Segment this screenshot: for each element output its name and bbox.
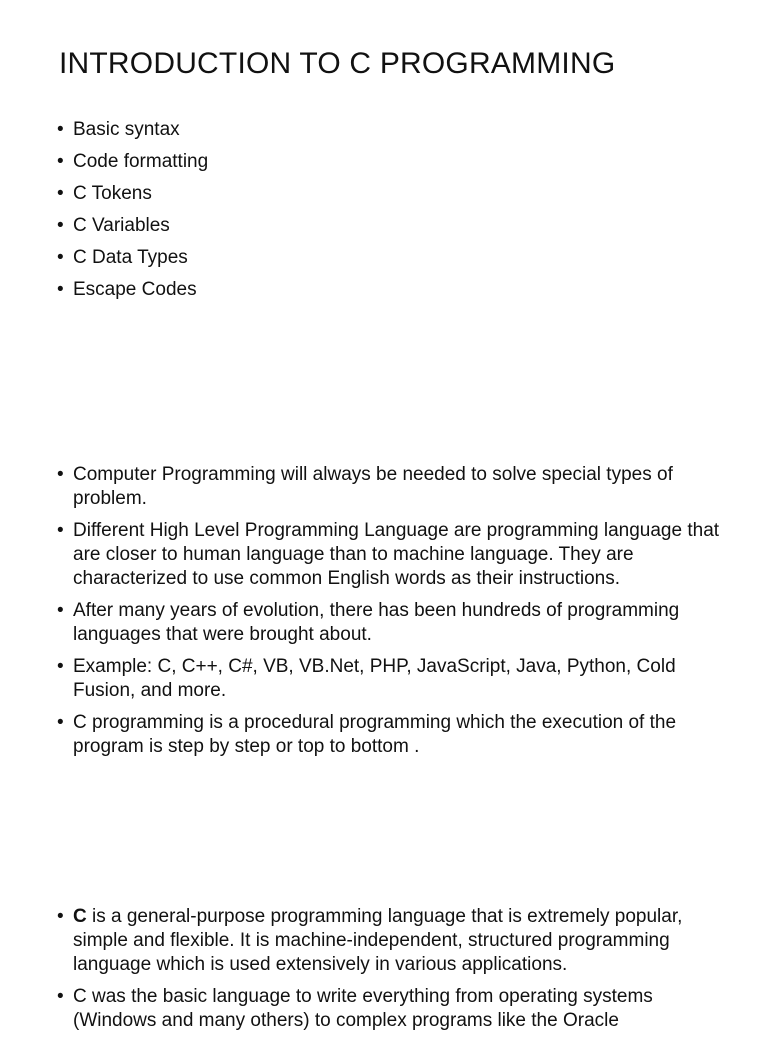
bullet-icon: • xyxy=(57,151,64,172)
list-item: • C Tokens xyxy=(57,183,152,204)
list-item: • Code formatting xyxy=(57,151,209,172)
bullet-icon: • xyxy=(57,183,64,204)
bullet-icon: • xyxy=(57,215,64,236)
slide-title: INTRODUCTION TO C PROGRAMMING xyxy=(59,47,616,80)
bullet-icon: • xyxy=(57,279,64,300)
list-item: • C was the basic language to write everything from operating systems (Windows and many others) to complex programs like the Oracle xyxy=(57,986,653,1031)
list-item: • C is a general-purpose programming language that is extremely popular, simple and flexible. It is machine-independent, structured programming language which is used extensively in various applications. xyxy=(57,906,683,975)
list-item: • Escape Codes xyxy=(57,279,197,300)
bullet-icon: • xyxy=(57,656,64,677)
list-item: • Basic syntax xyxy=(57,119,180,140)
bullet-icon: • xyxy=(57,119,64,140)
overview-list xyxy=(0,463,723,767)
bullet-icon: • xyxy=(57,906,64,927)
list-item: • C Variables xyxy=(57,215,170,236)
bullet-icon: • xyxy=(57,464,64,485)
list-item: • Computer Programming will always be needed to solve special types of problem. xyxy=(57,464,673,509)
bullet-icon: • xyxy=(57,520,64,541)
bullet-icon: • xyxy=(57,986,64,1007)
list-item: • After many years of evolution, there has been hundreds of programming languages that were brought about. xyxy=(57,600,680,645)
c-keyword: C xyxy=(73,906,87,927)
bullet-icon: • xyxy=(57,712,64,733)
list-item: • C Data Types xyxy=(57,247,188,268)
bullet-icon: • xyxy=(57,247,64,268)
topics-list xyxy=(0,118,723,310)
about-c-list xyxy=(0,905,723,1041)
list-item: • C programming is a procedural programming which the execution of the program is step by step or top to bottom . xyxy=(57,712,677,757)
list-item: • Different High Level Programming Language are programming language that are closer to human language than to machine language. They are characterized to use common English words as their instructions. xyxy=(57,520,720,589)
list-item: • Example: C, C++, C#, VB, VB.Net, PHP, JavaScript, Java, Python, Cold Fusion, and more. xyxy=(57,656,676,701)
bullet-icon: • xyxy=(57,600,64,621)
